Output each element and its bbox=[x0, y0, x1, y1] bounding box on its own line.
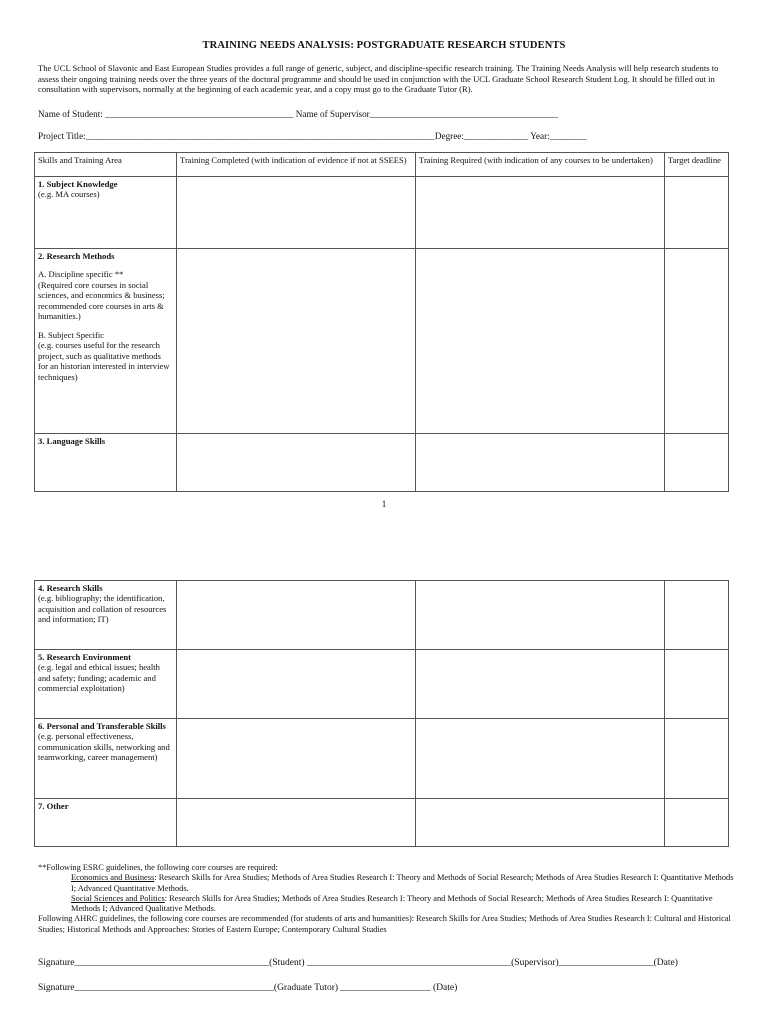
training-completed-cell[interactable] bbox=[177, 650, 416, 719]
training-required-cell[interactable] bbox=[416, 799, 665, 847]
training-completed-cell[interactable] bbox=[177, 719, 416, 799]
table-row bbox=[35, 434, 729, 492]
training-required-cell[interactable] bbox=[416, 434, 665, 492]
table-row bbox=[35, 581, 729, 650]
training-required-cell[interactable] bbox=[416, 719, 665, 799]
row-language-skills bbox=[35, 434, 177, 492]
section-desc: (e.g. bibliography; the identification, acquisition and collation of resources and information; IT) bbox=[38, 593, 167, 625]
table-row bbox=[35, 799, 729, 847]
document-title: TRAINING NEEDS ANALYSIS: POSTGRADUATE RESEARCH STUDENTS bbox=[202, 40, 566, 51]
training-completed-cell[interactable] bbox=[177, 249, 416, 434]
training-completed-cell[interactable] bbox=[177, 434, 416, 492]
economics-business-text: : Research Skills for Area Studies; Methods of Area Studies Research I: Theory and Methods of Social Research; Methods of Area Studies Research I: Quantitative Methods I; Advanced Quantitative Methods. bbox=[71, 873, 734, 893]
header-training-required: Training Required (with indication of any courses to be undertaken) bbox=[416, 153, 665, 177]
section-title: 3. Language Skills bbox=[38, 436, 106, 446]
table-row bbox=[35, 177, 729, 249]
table-row bbox=[35, 650, 729, 719]
section-title: 5. Research Environment bbox=[38, 652, 132, 662]
row-subject-knowledge bbox=[35, 177, 177, 249]
economics-business-note bbox=[38, 873, 738, 894]
table-row bbox=[35, 249, 729, 434]
training-completed-cell[interactable] bbox=[177, 799, 416, 847]
page-number: 1 bbox=[381, 500, 387, 510]
row-research-skills bbox=[35, 581, 177, 650]
section-title: 2. Research Methods bbox=[38, 251, 115, 261]
training-completed-cell[interactable] bbox=[177, 177, 416, 249]
intro-paragraph: The UCL School of Slavonic and East European Studies provides a full range of generic, subject, and discipline-specific research training. The Training Needs Analysis will help research students to assess their ongoing training needs over the three years of the doctoral programme and should be used in conjunction with the UCL Graduate School Research Student Log. It should be filled out in consultation with supervisors, normally at the beginning of each academic year, and a copy must go to the Graduate Tutor (R). bbox=[38, 63, 719, 95]
row-research-environment bbox=[35, 650, 177, 719]
table-row bbox=[35, 719, 729, 799]
target-deadline-cell[interactable] bbox=[665, 799, 729, 847]
esrc-note: **Following ESRC guidelines, the following core courses are required: bbox=[38, 863, 278, 872]
section-title: 7. Other bbox=[38, 801, 69, 811]
section-desc: (e.g. personal effectiveness, communication skills, networking and teamworking, career management) bbox=[38, 731, 170, 763]
footnotes bbox=[38, 863, 738, 935]
student-supervisor-field[interactable]: Name of Student: _________________________________________ Name of Supervisor_________________________________________ bbox=[38, 109, 559, 119]
row-research-methods bbox=[35, 249, 177, 434]
training-completed-cell[interactable] bbox=[177, 581, 416, 650]
signature-line-graduate-tutor[interactable]: Signature__________________________________________(Graduate Tutor) ___________________ (Date) bbox=[38, 983, 458, 993]
training-table-page1 bbox=[34, 152, 729, 492]
row-other bbox=[35, 799, 177, 847]
target-deadline-cell[interactable] bbox=[665, 719, 729, 799]
signature-line-student-supervisor[interactable]: Signature_________________________________________(Student) ___________________________________________(Supervisor)____________________(Date) bbox=[38, 958, 678, 968]
section-title: 4. Research Skills bbox=[38, 583, 103, 593]
target-deadline-cell[interactable] bbox=[665, 434, 729, 492]
target-deadline-cell[interactable] bbox=[665, 650, 729, 719]
header-training-completed: Training Completed (with indication of evidence if not at SSEES) bbox=[177, 153, 416, 177]
section-desc: (e.g. MA courses) bbox=[38, 189, 100, 200]
economics-business-label: Economics and Business bbox=[71, 873, 155, 883]
training-required-cell[interactable] bbox=[416, 249, 665, 434]
training-required-cell[interactable] bbox=[416, 581, 665, 650]
target-deadline-cell[interactable] bbox=[665, 249, 729, 434]
training-required-cell[interactable] bbox=[416, 177, 665, 249]
social-sciences-label: Social Sciences and Politics bbox=[71, 893, 165, 903]
discipline-specific-desc: A. Discipline specific ** (Required core courses in social sciences, and economics & business; recommended core courses in arts & humanities.) bbox=[38, 269, 165, 322]
training-required-cell[interactable] bbox=[416, 650, 665, 719]
section-desc: (e.g. legal and ethical issues; health and safety; funding; academic and commercial exploitation) bbox=[38, 662, 160, 694]
social-sciences-text: : Research Skills for Area Studies; Methods of Area Studies Research I: Theory and Methods of Social Research; Methods of Area Studies Research I: Quantitative Methods I; Advanced Qualitative Methods. bbox=[71, 893, 713, 913]
target-deadline-cell[interactable] bbox=[665, 581, 729, 650]
training-table-page2 bbox=[34, 580, 729, 847]
section-title: 6. Personal and Transferable Skills bbox=[38, 721, 166, 731]
header-target-deadline: Target deadline bbox=[665, 153, 729, 177]
project-degree-year-field[interactable]: Project Title:____________________________________________________________________________Degree:______________ Year:________ bbox=[38, 131, 587, 141]
section-title: 1. Subject Knowledge bbox=[38, 179, 118, 189]
ahrc-note: Following AHRC guidelines, the following core courses are recommended (for students of arts and humanities): Research Skills for Area Studies; Methods of Area Studies Research I: Cultural and Historical Studies; Historical Methods and Approaches: Stories of Eastern Europe; Contemporary Cultural Studies bbox=[38, 914, 731, 934]
target-deadline-cell[interactable] bbox=[665, 177, 729, 249]
subject-specific-desc: B. Subject Specific (e.g. courses useful for the research project, such as qualitative methods for an historian interested in interview techniques) bbox=[38, 329, 170, 382]
row-personal-transferable-skills bbox=[35, 719, 177, 799]
header-skills-area: Skills and Training Area bbox=[35, 153, 177, 177]
social-sciences-note bbox=[38, 894, 738, 915]
